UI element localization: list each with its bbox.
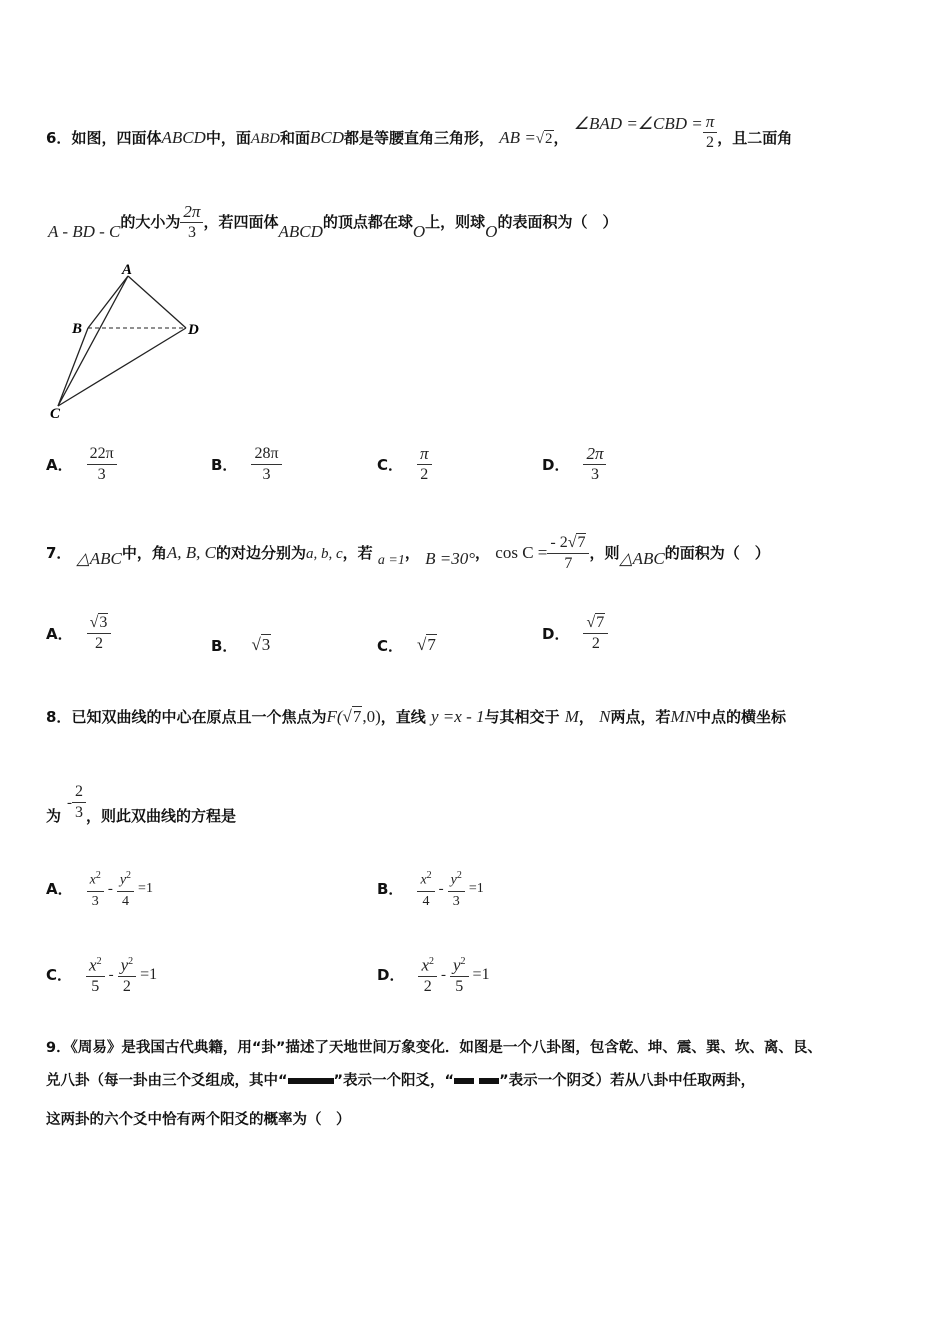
q7-text: ， bbox=[475, 544, 491, 562]
sup: 2 bbox=[96, 956, 102, 967]
q8-math-focus bbox=[326, 706, 380, 726]
var-y: y bbox=[119, 872, 127, 888]
minus: - bbox=[441, 967, 446, 984]
q8-text: 与其相交于 bbox=[484, 708, 560, 726]
sup: 2 bbox=[429, 956, 434, 967]
q7-math-triangle: △ABC bbox=[619, 549, 665, 568]
minus: - bbox=[438, 881, 444, 898]
q6-sqrt2-rad: 2 bbox=[545, 131, 553, 147]
q7-math-sides: a, b, c bbox=[306, 546, 343, 562]
frac-x bbox=[418, 952, 437, 997]
frac-den: 3 bbox=[97, 466, 106, 483]
q7-number: 7． bbox=[46, 544, 72, 562]
option-frac bbox=[583, 613, 608, 654]
q6-frac-2pi3 bbox=[180, 202, 203, 243]
frac-num: 2 bbox=[72, 782, 86, 803]
frac-den: 5 bbox=[91, 978, 100, 996]
frac-x bbox=[87, 866, 104, 912]
frac-den: 2 bbox=[420, 466, 429, 483]
option-label: B． bbox=[211, 456, 238, 474]
sqrt: √7 bbox=[417, 635, 436, 654]
frac-den: 3 bbox=[262, 466, 271, 483]
var-x: x bbox=[89, 955, 97, 975]
sup: 2 bbox=[426, 870, 432, 881]
sqrt: √7 bbox=[586, 614, 605, 631]
edge-ab bbox=[88, 276, 128, 328]
q6-text: 中，面 bbox=[205, 129, 251, 147]
eq1: =1 bbox=[140, 965, 158, 983]
frac-num: 28π bbox=[251, 444, 281, 465]
frac-x bbox=[86, 952, 105, 997]
q7-text: 的对边分别为 bbox=[215, 544, 306, 562]
q6-math-abcd: ABCD bbox=[161, 128, 206, 147]
minus: - bbox=[108, 967, 114, 984]
q6-text: 和面 bbox=[280, 129, 311, 147]
q6-frac-den: 3 bbox=[187, 224, 196, 241]
frac-den: 4 bbox=[422, 893, 430, 909]
q6-frac-num: 2π bbox=[180, 202, 203, 223]
cos-num-pre: - 2 bbox=[550, 534, 568, 551]
q7-line bbox=[46, 533, 770, 574]
q8-text: 为 bbox=[46, 807, 62, 825]
q8-math-mn: MN bbox=[670, 707, 697, 726]
frac-y bbox=[450, 952, 469, 997]
frac-num bbox=[450, 952, 469, 977]
sqrt-rad: 7 bbox=[427, 635, 436, 654]
frac-num bbox=[448, 866, 465, 892]
q6-option-c[interactable] bbox=[377, 444, 432, 485]
q8-text: ，则此双曲线的方程是 bbox=[86, 807, 237, 825]
q7-text: ，则 bbox=[589, 544, 620, 562]
q7-math-angles: A, B, C bbox=[166, 543, 216, 562]
label-d: D bbox=[188, 322, 199, 338]
option-label: D． bbox=[377, 966, 405, 985]
q6-math-o: O bbox=[412, 222, 426, 241]
eq1: =1 bbox=[472, 965, 490, 983]
q8-line1 bbox=[46, 706, 786, 727]
q7-math-cos: cos C = bbox=[495, 543, 548, 562]
q7-option-c[interactable] bbox=[377, 635, 437, 656]
q6-text: 的大小为 bbox=[120, 213, 181, 231]
q6-math-dihedral: A - BD - C bbox=[48, 222, 121, 241]
var-x: x bbox=[420, 872, 427, 888]
frac-den: 3 bbox=[452, 893, 460, 909]
option-label: D． bbox=[542, 625, 570, 643]
frac-num bbox=[418, 952, 437, 977]
sqrt-rad: 7 bbox=[596, 614, 605, 631]
q9-text: ”表示一个阳爻，“ bbox=[333, 1073, 455, 1089]
sqrt-rad: 3 bbox=[99, 614, 108, 631]
q8-option-b[interactable] bbox=[377, 866, 484, 912]
q6-text: 都是等腰直角三角形， bbox=[344, 129, 495, 147]
frac-den: 2 bbox=[95, 635, 103, 652]
frac-den: 3 bbox=[75, 804, 84, 821]
option-label: A． bbox=[46, 625, 73, 643]
frac-num: 22π bbox=[87, 444, 117, 465]
option-label: B． bbox=[377, 880, 404, 899]
q8-frac-23 bbox=[72, 782, 86, 823]
frac-num bbox=[87, 613, 112, 634]
q6-text: 上，则球 bbox=[425, 213, 486, 231]
frac-num bbox=[118, 952, 137, 977]
q8-text: 中点的横坐标 bbox=[696, 708, 787, 726]
frac-num bbox=[417, 866, 434, 892]
focus-sqrt: √7 bbox=[342, 707, 362, 726]
label-c: C bbox=[50, 406, 61, 422]
q7-sep: ， bbox=[404, 544, 420, 562]
eq1: =1 bbox=[138, 880, 153, 896]
q6-option-a[interactable] bbox=[46, 444, 117, 485]
option-label: C． bbox=[377, 637, 404, 655]
option-label: B． bbox=[211, 637, 238, 655]
option-label: C． bbox=[377, 456, 404, 474]
option-frac bbox=[87, 444, 117, 485]
frac-den: 5 bbox=[455, 978, 464, 996]
option-label: A． bbox=[46, 880, 73, 899]
edge-bc bbox=[58, 328, 88, 406]
frac-num bbox=[86, 952, 105, 977]
option-frac bbox=[251, 444, 281, 485]
yin-yao-right-symbol bbox=[479, 1078, 499, 1084]
var-x: x bbox=[89, 872, 96, 888]
q6-math-abd: ABD bbox=[250, 131, 281, 147]
frac-den: 3 bbox=[91, 893, 99, 909]
q9-line3 bbox=[46, 1108, 351, 1129]
frac-y bbox=[117, 866, 134, 912]
q8-math-line: y =x - 1 bbox=[431, 707, 485, 726]
q6-math-angle: ∠BAD =∠CBD = bbox=[573, 114, 703, 133]
focus-sqrt-rad: 7 bbox=[352, 707, 362, 726]
option-frac bbox=[417, 444, 432, 485]
q6-text: ，且二面角 bbox=[717, 129, 793, 147]
option-frac bbox=[583, 444, 606, 485]
frac-num: π bbox=[417, 444, 432, 465]
frac-num bbox=[117, 866, 134, 892]
q6-line2 bbox=[48, 202, 617, 243]
q6-frac-pi2 bbox=[703, 112, 718, 153]
frac-x bbox=[417, 866, 434, 912]
q9-text: 9．《周易》是我国古代典籍，用“卦”描述了天地世间万象变化．如图是一个八卦图，包含乾、坤、震、巽、坎、离、艮、 bbox=[46, 1040, 822, 1056]
q8-text: 已知双曲线的中心在原点且一个焦点为 bbox=[71, 708, 327, 726]
focus-post: ,0) bbox=[362, 707, 381, 726]
q8-math-m: M bbox=[564, 707, 579, 726]
var-y: y bbox=[453, 955, 461, 975]
focus-pre: F( bbox=[326, 707, 343, 726]
frac-den: 2 bbox=[591, 635, 600, 652]
q9-line1 bbox=[46, 1036, 822, 1057]
q6-frac-num: π bbox=[703, 112, 718, 133]
q7-math-a1: a =1 bbox=[377, 553, 405, 568]
q6-sqrt2: √2 bbox=[535, 131, 553, 147]
q7-math-triangle: △ABC bbox=[76, 549, 122, 568]
var-y: y bbox=[120, 955, 129, 975]
q6-option-d[interactable] bbox=[542, 444, 606, 485]
q8-option-c[interactable] bbox=[46, 952, 157, 997]
q6-math-o: O bbox=[485, 222, 498, 241]
sup: 2 bbox=[460, 956, 466, 967]
sqrt-rad: 3 bbox=[261, 635, 271, 654]
q9-text: 这两卦的六个爻中恰有两个阳爻的概率为（ ） bbox=[46, 1112, 351, 1128]
option-label: D． bbox=[542, 456, 570, 474]
q8-text: 两点，若 bbox=[610, 708, 671, 726]
q6-frac-den: 2 bbox=[706, 134, 715, 151]
q6-math-abcd: ABCD bbox=[278, 222, 323, 241]
q7-frac-cos bbox=[547, 533, 589, 574]
q6-math-ab: AB = bbox=[499, 128, 536, 147]
q7-text: ，若 bbox=[342, 544, 373, 562]
label-b: B bbox=[72, 321, 83, 337]
cos-sqrt: √7 bbox=[567, 534, 586, 551]
frac-den: 2 bbox=[122, 978, 131, 996]
frac-num bbox=[583, 613, 608, 634]
sqrt: √3 bbox=[251, 635, 271, 654]
q6-comma: ， bbox=[553, 129, 569, 147]
q9-line2 bbox=[46, 1069, 755, 1090]
frac-den: 2 bbox=[423, 978, 432, 996]
yang-yao-symbol bbox=[288, 1078, 334, 1084]
q8-number: 8． bbox=[46, 708, 72, 726]
q6-option-b[interactable] bbox=[211, 444, 282, 485]
q6-text: 如图，四面体 bbox=[71, 129, 162, 147]
q7-option-a[interactable] bbox=[46, 613, 111, 654]
option-label: C． bbox=[46, 966, 73, 985]
frac-den: 3 bbox=[590, 466, 599, 483]
q7-text: 中，角 bbox=[121, 544, 167, 562]
q9-text: 兑八卦（每一卦由三个爻组成，其中“ bbox=[46, 1073, 288, 1089]
q6-text: 的表面积为（ ） bbox=[497, 213, 618, 231]
q8-math-n: N bbox=[599, 707, 611, 726]
q8-neg: - bbox=[67, 795, 73, 811]
q7-frac-den: 7 bbox=[564, 555, 573, 572]
sup: 2 bbox=[126, 870, 132, 881]
frac-num: 2π bbox=[583, 444, 606, 465]
frac-den: 4 bbox=[121, 893, 129, 909]
q6-text: 的顶点都在球 bbox=[322, 213, 413, 231]
frac-y bbox=[448, 866, 465, 912]
q8-line2 bbox=[46, 782, 236, 823]
edge-cd bbox=[58, 328, 186, 406]
frac-y bbox=[118, 952, 137, 997]
var-x: x bbox=[421, 955, 429, 975]
q6-tetrahedron-figure bbox=[44, 262, 214, 424]
q6-number: 6． bbox=[46, 129, 72, 147]
sup: 2 bbox=[95, 870, 101, 881]
frac-num bbox=[87, 866, 104, 892]
q7-text: 的面积为（ ） bbox=[664, 544, 770, 562]
q7-math-b30: B =30° bbox=[425, 549, 476, 568]
edge-ad bbox=[128, 276, 186, 328]
q6-text: ，若四面体 bbox=[203, 213, 279, 231]
q9-text: ”表示一个阴爻）若从八卦中任取两卦， bbox=[499, 1073, 756, 1089]
q6-line1 bbox=[46, 112, 793, 159]
sqrt: √3 bbox=[89, 614, 108, 631]
q7-frac-num bbox=[547, 533, 589, 554]
edge-ac bbox=[58, 276, 128, 406]
sup: 2 bbox=[456, 870, 462, 881]
q8-text: ，直线 bbox=[380, 708, 426, 726]
q7-option-d[interactable] bbox=[542, 613, 608, 654]
cos-sqrt-rad: 7 bbox=[577, 534, 586, 551]
label-a: A bbox=[122, 262, 133, 278]
sup: 2 bbox=[128, 956, 134, 967]
q7-option-b[interactable] bbox=[211, 635, 271, 656]
q6-math-bcd: BCD bbox=[310, 128, 345, 147]
option-label: A． bbox=[46, 456, 73, 474]
q8-text: ， bbox=[578, 708, 594, 726]
var-y: y bbox=[450, 872, 457, 888]
q8-option-d[interactable] bbox=[377, 952, 490, 997]
eq1: =1 bbox=[468, 880, 484, 896]
yin-yao-left-symbol bbox=[454, 1078, 474, 1084]
option-frac bbox=[87, 613, 112, 654]
minus: - bbox=[107, 881, 113, 898]
q8-option-a[interactable] bbox=[46, 866, 153, 912]
